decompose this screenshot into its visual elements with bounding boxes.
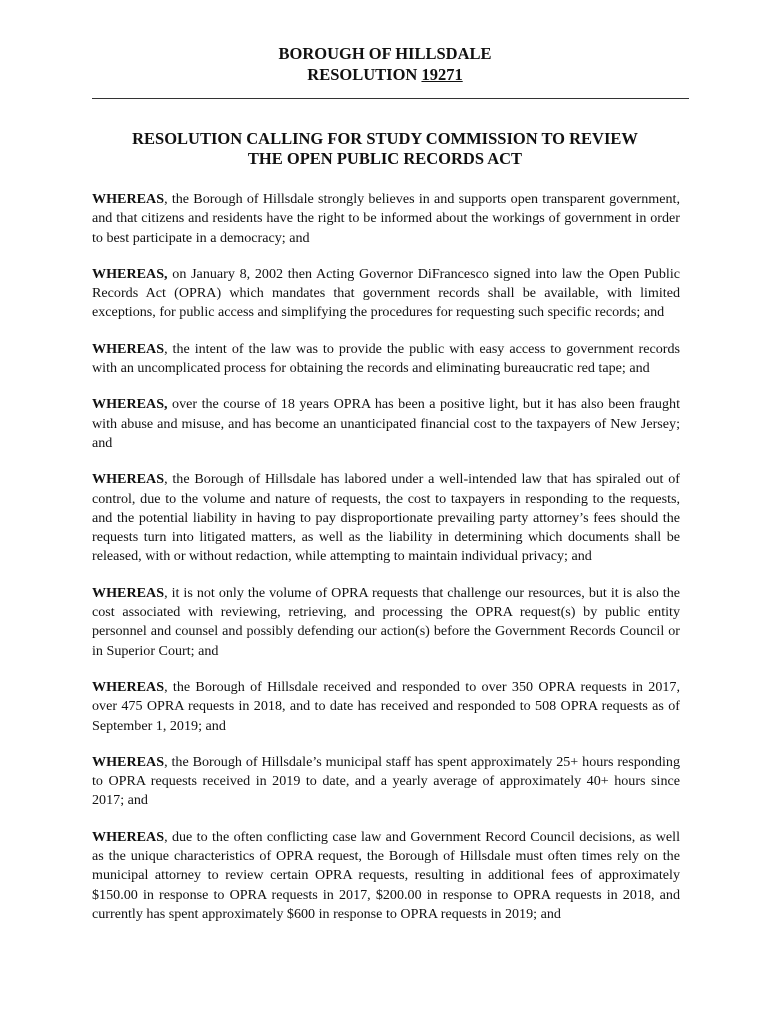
title-line-1: RESOLUTION CALLING FOR STUDY COMMISSION TO REVIEW (132, 129, 638, 148)
whereas-paragraph (92, 470, 680, 566)
whereas-keyword: WHEREAS, (92, 265, 168, 282)
whereas-paragraph (92, 828, 680, 924)
resolution-label: RESOLUTION (307, 65, 422, 84)
whereas-keyword: WHEREAS (92, 828, 165, 845)
whereas-keyword: WHEREAS, (92, 396, 168, 413)
resolution-number: 19271 (421, 65, 463, 84)
whereas-text: , the Borough of Hillsdale strongly believes in and supports open transparent government, and that citizens and residents have the right to be informed about the workings of government in order to best participate in a democracy; and (92, 191, 680, 246)
whereas-text: , the intent of the law was to provide the public with easy access to government records with an uncomplicated process for obtaining the records and eliminating bureaucratic red tape; and (92, 340, 680, 377)
resolution-line (0, 64, 770, 85)
whereas-paragraph (92, 265, 680, 323)
resolution-title (0, 129, 770, 169)
whereas-text: on January 8, 2002 then Acting Governor DiFrancesco signed into law the Open Public Records Act (OPRA) which mandates that government records shall be available, with limited exceptions, for public access and simplifying the procedures for requesting such specific records; and (92, 265, 680, 321)
whereas-text: , it is not only the volume of OPRA requests that challenge our resources, but it is also the cost associated with reviewing, retrieving, and processing the OPRA request(s) by public entity personnel and counsel and possibly defending our action(s) before the Government Records Council or in Superior Court; and (92, 584, 680, 659)
whereas-text: , the Borough of Hillsdale’s municipal staff has spent approximately 25+ hours responding to OPRA requests received in 2019 to date, and a yearly average of approximately 40+ hours since 2017; and (92, 753, 680, 809)
whereas-paragraph (92, 190, 680, 248)
whereas-keyword: WHEREAS (92, 753, 165, 770)
whereas-text: over the course of 18 years OPRA has been a positive light, but it has also been fraught with abuse and misuse, and has become an unanticipated financial cost to the taxpayers of New Jersey; and (92, 396, 680, 451)
document-header (0, 43, 770, 85)
whereas-text: , the Borough of Hillsdale has labored under a well-intended law that has spiraled out of control, due to the volume and nature of requests, the cost to taxpayers in responding to the requests, and the potential liability in having to pay disproportionate prevailing party attorney’s fees should the requests turn into litigated matters, as well as the liability in determining which documents shall be released, with or without redaction, while attempting to maintain individual privacy; and (92, 471, 680, 565)
whereas-paragraph (92, 753, 680, 811)
whereas-keyword: WHEREAS (92, 340, 165, 357)
whereas-keyword: WHEREAS (92, 584, 165, 601)
title-line-2: THE OPEN PUBLIC RECORDS ACT (247, 149, 523, 168)
whereas-text: , the Borough of Hillsdale received and responded to over 350 OPRA requests in 2017, over 475 OPRA requests in 2018, and to date has received and responded to 508 OPRA requests as of September 1, 2019; and (92, 678, 680, 734)
whereas-paragraph (92, 678, 680, 736)
whereas-paragraph (92, 584, 680, 661)
whereas-keyword: WHEREAS (92, 191, 165, 207)
whereas-paragraph (92, 340, 680, 379)
whereas-text: , due to the often conflicting case law and Government Record Council decisions, as well as the unique characteristics of OPRA request, the Borough of Hillsdale must often times rely on the municipal attorney to review certain OPRA requests, resulting in additional fees of approximately $150.00 in response to OPRA requests in 2017, $200.00 in response to OPRA requests in 2018, and currently has spent approximately $600 in response to OPRA requests in 2019; and (92, 828, 680, 922)
header-divider (92, 98, 689, 99)
resolution-body (92, 190, 680, 941)
whereas-paragraph (92, 395, 680, 453)
whereas-keyword: WHEREAS (92, 471, 165, 488)
whereas-keyword: WHEREAS (92, 678, 165, 695)
borough-name: BOROUGH OF HILLSDALE (278, 44, 492, 63)
